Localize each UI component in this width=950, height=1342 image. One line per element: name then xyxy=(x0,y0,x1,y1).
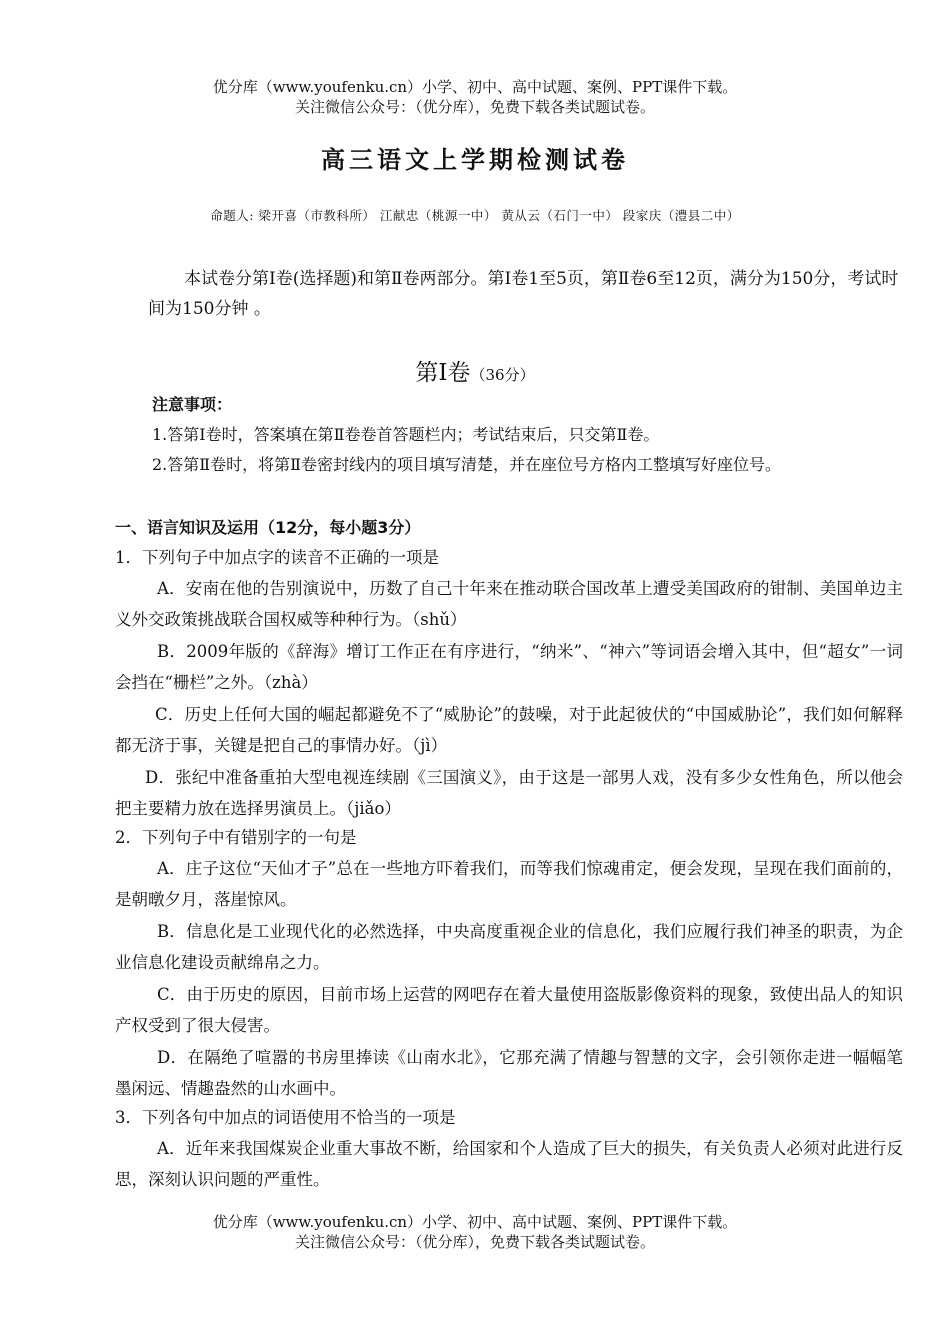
question-1-stem: 1．下列句子中加点字的读音不正确的一项是 xyxy=(115,548,439,567)
notice-heading: 注意事项： xyxy=(152,395,233,414)
exam-title: 高三语文上学期检测试卷 xyxy=(321,146,629,174)
volume-heading xyxy=(0,354,950,387)
question-1-option-c: C．历史上任何大国的崛起都避免不了“威胁论”的鼓噪，对于此起彼伏的“中国威胁论”，我们如何解释都无济于事，关键是把自己的事情办好。（jì） xyxy=(115,705,903,755)
bottom-banner-line-1: 优分库（www.youfenku.cn）小学、初中、高中试题、案例、PPT课件下载。 xyxy=(212,1213,738,1231)
question-1-option-d: D．张纪中准备重拍大型电视连续剧《三国演义》，由于这是一部男人戏，没有多少女性角色，所以他会把主要精力放在选择男演员上。（jiǎo） xyxy=(115,768,903,818)
volume-score: （36分） xyxy=(470,366,535,384)
notice-item: 1.答第Ⅰ卷时，答案填在第Ⅱ卷卷首答题栏内；考试结束后，只交第Ⅱ卷。 xyxy=(152,425,660,444)
question-3-option-a: A．近年来我国煤炭企业重大事故不断，给国家和个人造成了巨大的损失，有关负责人必须对此进行反思，深刻认识问题的严重性。 xyxy=(115,1139,903,1189)
question-2-stem: 2．下列句子中有错别字的一句是 xyxy=(115,828,357,847)
exam-intro: 本试卷分第Ⅰ卷(选择题)和第Ⅱ卷两部分。第Ⅰ卷1至5页，第Ⅱ卷6至12页，满分为150分，考试时间为150分钟 。 xyxy=(148,269,899,319)
question-3-stem: 3．下列各句中加点的词语使用不恰当的一项是 xyxy=(115,1108,456,1127)
top-banner-line-1: 优分库（www.youfenku.cn）小学、初中、高中试题、案例、PPT课件下载。 xyxy=(212,78,738,96)
question-2-option-d: D．在隔绝了喧嚣的书房里捧读《山南水北》，它那充满了情趣与智慧的文字，会引领你走进一幅幅笔墨闲远、情趣盎然的山水画中。 xyxy=(115,1048,903,1098)
question-2-option-b: B．信息化是工业现代化的必然选择，中央高度重视企业的信息化，我们应履行我们神圣的职责，为企业信息化建设贡献绵帛之力。 xyxy=(115,922,903,972)
top-banner-line-2: 关注微信公众号：（优分库），免费下载各类试题试卷。 xyxy=(294,98,655,116)
question-1-option-b: B．2009年版的《辞海》增订工作正在有序进行，“纳米”、“神六”等词语会增入其中，但“超女”一词会挡在“栅栏”之外。（zhà） xyxy=(115,642,903,692)
question-2-option-c: C．由于历史的原因，目前市场上运营的网吧存在着大量使用盗版影像资料的现象，致使出品人的知识产权受到了很大侵害。 xyxy=(115,985,903,1035)
notice-item: 2.答第Ⅱ卷时，将第Ⅱ卷密封线内的项目填写清楚，并在座位号方格内工整填写好座位号。 xyxy=(152,455,782,474)
bottom-banner-line-2: 关注微信公众号：（优分库），免费下载各类试题试卷。 xyxy=(294,1233,655,1251)
question-1-option-a: A．安南在他的告别演说中，历数了自己十年来在推动联合国改革上遭受美国政府的钳制、美国单边主义外交政策挑战联合国权威等种种行为。（shǔ） xyxy=(115,579,903,629)
section-heading: 一、语言知识及运用（12分，每小题3分） xyxy=(115,518,421,537)
exam-authors: 命题人: 梁开喜（市教科所） 江献忠（桃源一中） 黄从云（石门一中） 段家庆（澧县二中） xyxy=(210,208,740,223)
question-2-option-a: A．庄子这位“天仙才子”总在一些地方吓着我们，而等我们惊魂甫定，便会发现，呈现在我们面前的，是朝暾夕月，落崖惊风。 xyxy=(115,859,903,909)
volume-title: 第Ⅰ卷 xyxy=(415,360,471,386)
